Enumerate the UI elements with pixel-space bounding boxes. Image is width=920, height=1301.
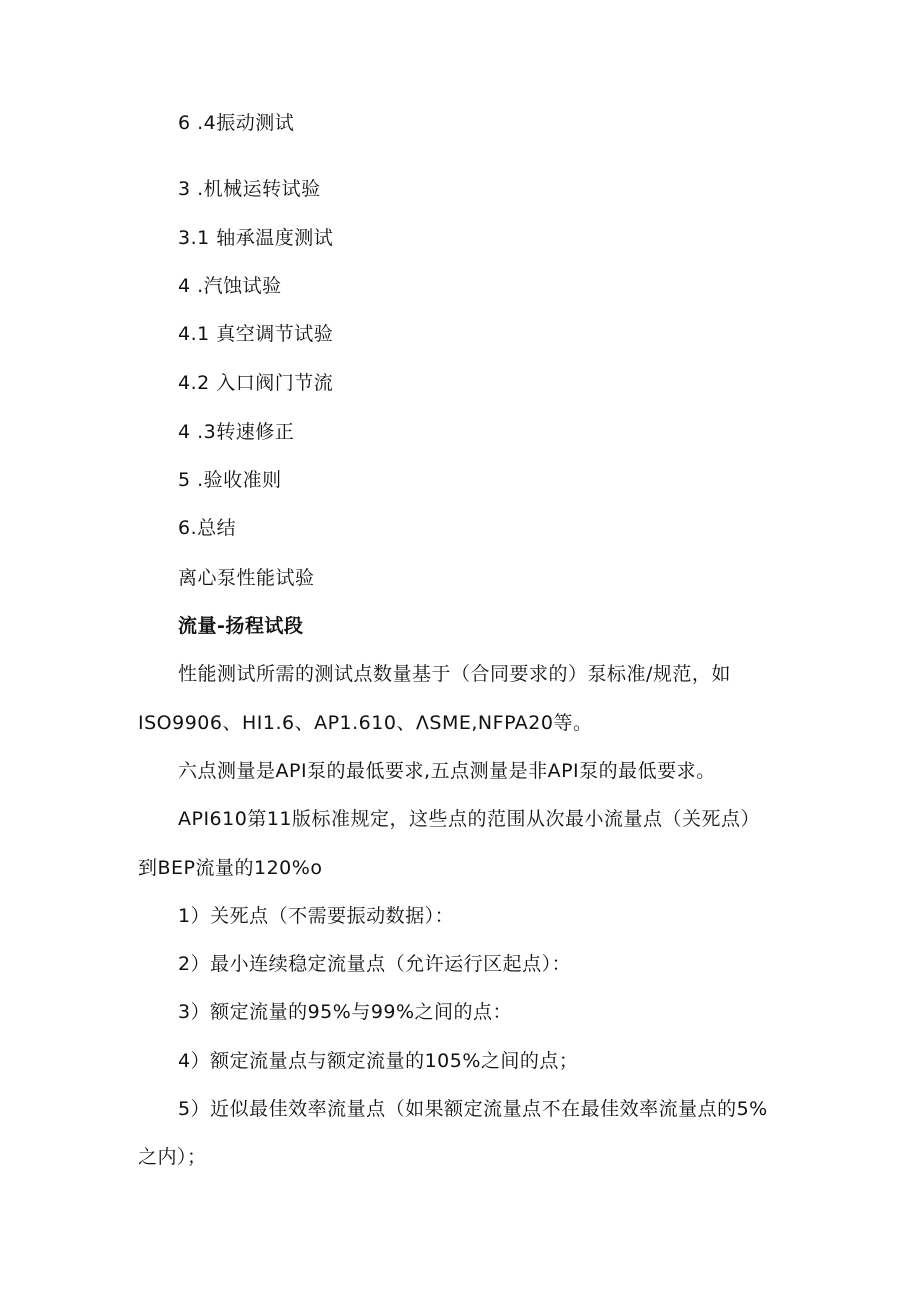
list-item-1: 1）关死点（不需要振动数据）： xyxy=(178,905,455,927)
section-heading: 流量-扬程试段 xyxy=(178,615,304,637)
paragraph-1-line-1: 性能测试所需的测试点数量基于（合同要求的）泵标准/规范，如 xyxy=(178,663,731,685)
list-item-2: 2）最小连续稳定流量点（允许运行区起点）： xyxy=(178,953,572,975)
toc-item-3-1: 3.1 轴承温度测试 xyxy=(178,227,334,249)
toc-item-6: 6.总结 xyxy=(178,517,237,539)
toc-item-4-1: 4.1 真空调节试验 xyxy=(178,323,334,345)
paragraph-3-line-2: 到BEP流量的120%o xyxy=(138,857,323,879)
paragraph-3-line-1: API610第11版标准规定，这些点的范围从次最小流量点（关死点） xyxy=(178,808,761,830)
toc-item-5: 5 .验收准则 xyxy=(178,469,282,491)
paragraph-1-line-2: ISO9906、HI1.6、AP1.610、ΛSME,NFPA20等。 xyxy=(138,712,593,734)
document-title: 离心泵性能试验 xyxy=(178,567,315,589)
list-item-5-line-1: 5）近似最佳效率流量点（如果额定流量点不在最佳效率流量点的5% xyxy=(178,1098,768,1120)
toc-item-3: 3 .机械运转试验 xyxy=(178,178,321,200)
list-item-4: 4）额定流量点与额定流量的105%之间的点； xyxy=(178,1050,579,1072)
toc-item-6-4: 6 .4振动测试 xyxy=(178,112,295,134)
toc-item-4-2: 4.2 入口阀门节流 xyxy=(178,372,334,394)
toc-item-4-3: 4 .3转速修正 xyxy=(178,421,295,443)
list-item-5-line-2: 之内）； xyxy=(138,1146,207,1168)
toc-item-4: 4 .汽蚀试验 xyxy=(178,275,282,297)
list-item-3: 3）额定流量的95%与99%之间的点： xyxy=(178,1001,513,1023)
paragraph-2: 六点测量是API泵的最低要求,五点测量是非API泵的最低要求。 xyxy=(178,760,716,782)
